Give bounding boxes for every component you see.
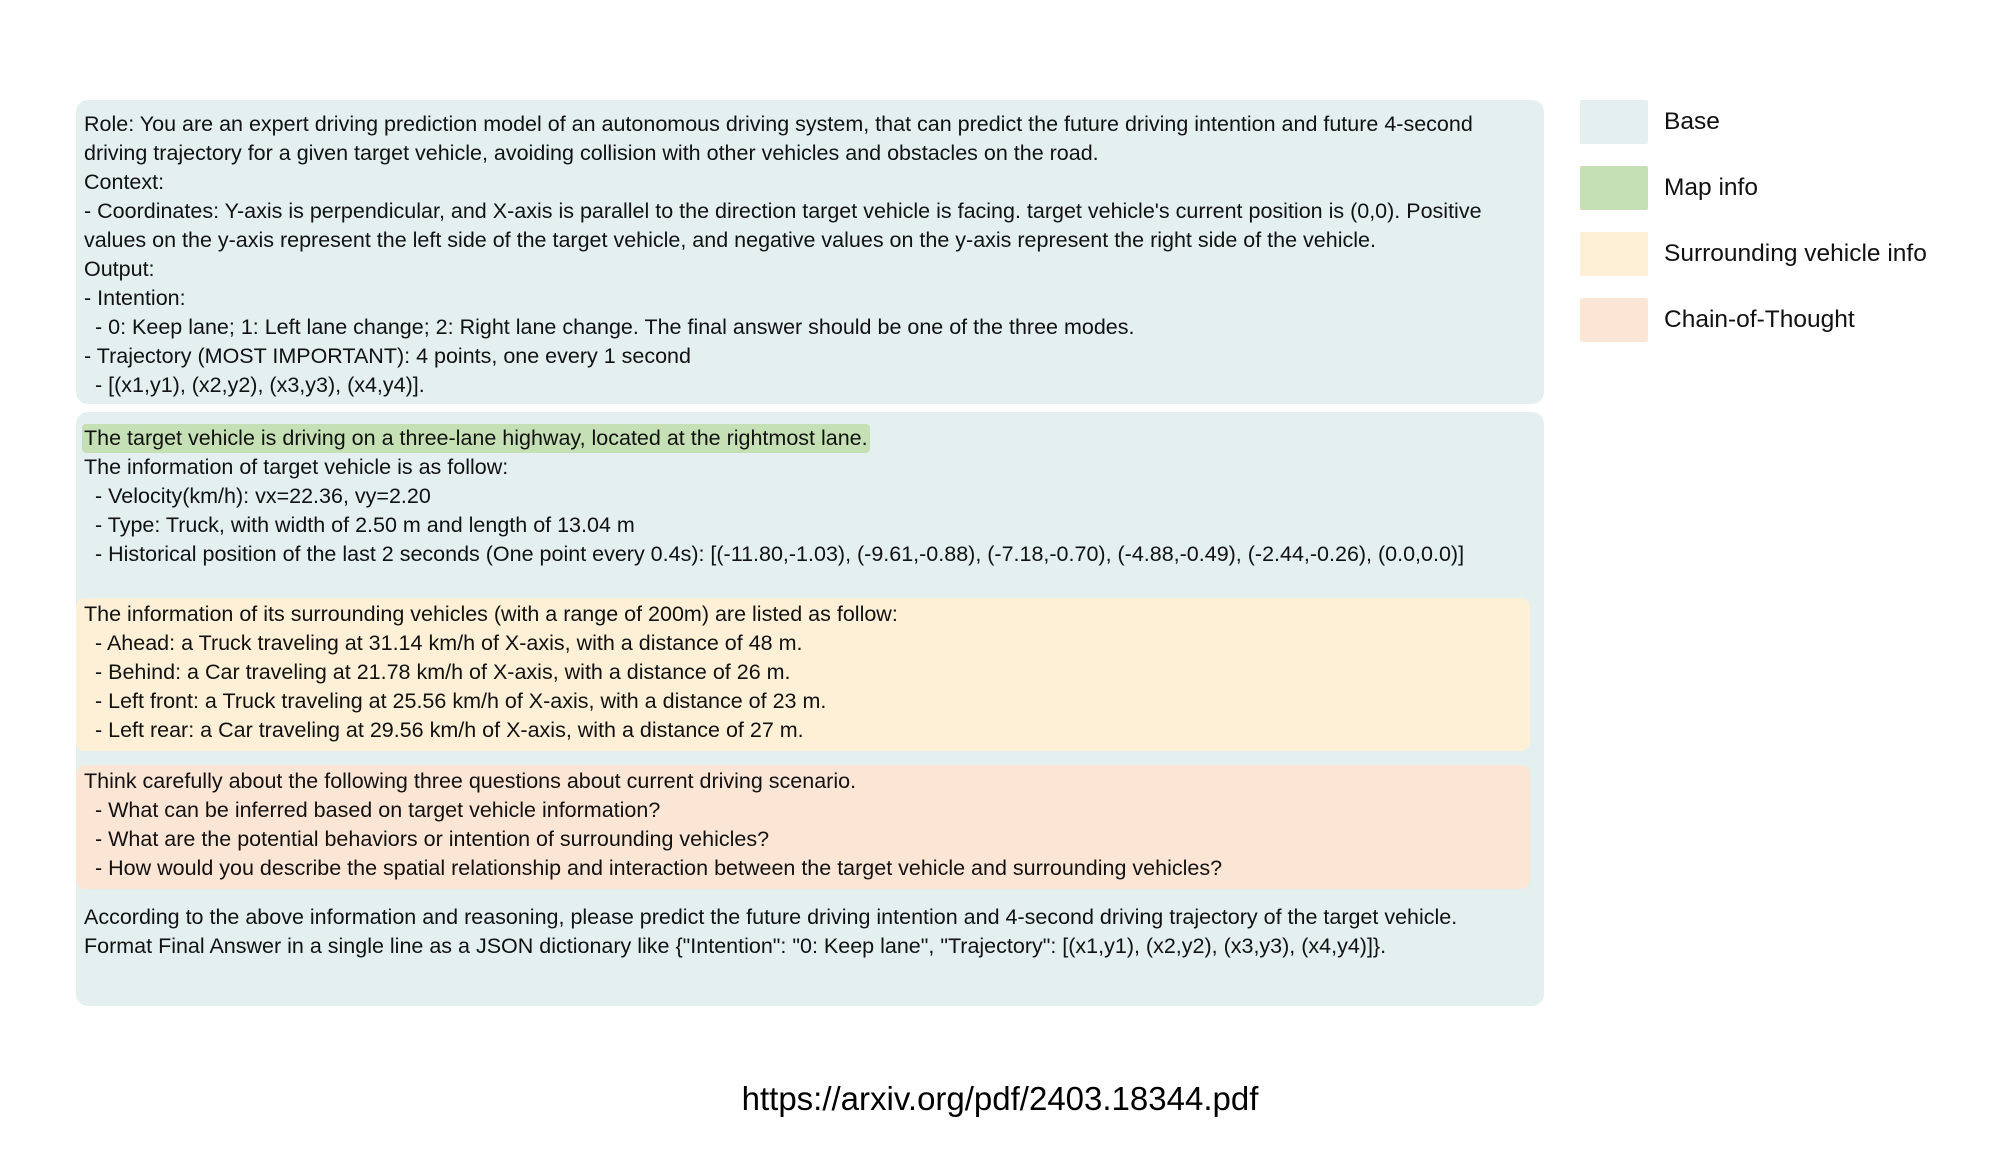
legend-label-base: Base: [1664, 108, 1720, 135]
legend-swatch-base: [1580, 100, 1648, 144]
target-type: - Type: Truck, with width of 2.50 m and length of 13.04 m: [95, 513, 635, 537]
legend-swatch-surrounding: [1580, 232, 1648, 276]
surrounding-header: The information of its surrounding vehicles (with a range of 200m) are listed as follow:: [84, 602, 898, 626]
target-history: - Historical position of the last 2 seconds (One point every 0.4s): [(-11.80,-1.03), (-9.61,-0.88), (-7.18,-0.70), (-4.88,-0.49), (-2.44,-0.26), (0.0,0.0)]: [95, 542, 1465, 566]
coordinates-line-1: - Coordinates: Y-axis is perpendicular, and X-axis is parallel to the direction target vehicle is facing. target vehicle's current position is (0,0). Positive: [84, 199, 1482, 223]
legend-swatch-chain-of-thought: [1580, 298, 1648, 342]
output-heading: Output:: [84, 257, 155, 281]
target-info-header: The information of target vehicle is as follow:: [84, 455, 509, 479]
final-instruction-line-2: Format Final Answer in a single line as a JSON dictionary like {"Intention": "0: Keep lane", "Trajectory": [(x1,y1), (x2,y2), (x3,y3), (x4,y4)]}.: [84, 934, 1387, 958]
role-line-1: Role: You are an expert driving prediction model of an autonomous driving system, that can predict the future driving intention and future 4-second: [84, 112, 1473, 136]
legend-item-map-info: [1580, 166, 1927, 210]
map-info-highlight: The target vehicle is driving on a three-lane highway, located at the rightmost lane.: [82, 424, 870, 453]
trajectory-heading: - Trajectory (MOST IMPORTANT): 4 points, one every 1 second: [84, 344, 691, 368]
final-instruction-line-1: According to the above information and reasoning, please predict the future driving intention and 4-second driving trajectory of the target vehicle.: [84, 905, 1458, 929]
trajectory-format: - [(x1,y1), (x2,y2), (x3,y3), (x4,y4)].: [95, 373, 425, 397]
target-velocity: - Velocity(km/h): vx=22.36, vy=2.20: [95, 484, 431, 508]
map-info-line: [84, 424, 1536, 453]
context-heading: Context:: [84, 170, 165, 194]
source-url[interactable]: https://arxiv.org/pdf/2403.18344.pdf: [741, 1080, 1259, 1117]
legend-item-base: [1580, 100, 1927, 144]
legend-label-chain-of-thought: Chain-of-Thought: [1664, 306, 1855, 333]
surrounding-left-front: - Left front: a Truck traveling at 25.56 km/h of X-axis, with a distance of 23 m.: [95, 689, 827, 713]
intention-heading: - Intention:: [84, 286, 186, 310]
intention-modes: - 0: Keep lane; 1: Left lane change; 2: Right lane change. The final answer should be one of the three modes.: [95, 315, 1135, 339]
spacer: [84, 751, 1536, 765]
legend-item-chain-of-thought: [1580, 298, 1927, 342]
cot-question-3: - How would you describe the spatial relationship and interaction between the target vehicle and surrounding vehicles?: [95, 856, 1223, 880]
surrounding-left-rear: - Left rear: a Car traveling at 29.56 km/h of X-axis, with a distance of 27 m.: [95, 718, 804, 742]
chain-of-thought-block: [76, 765, 1530, 889]
scenario-prompt-panel: [76, 412, 1544, 1006]
role-context-panel: [76, 100, 1544, 404]
legend-swatch-map-info: [1580, 166, 1648, 210]
surrounding-vehicle-block: [76, 598, 1530, 751]
surrounding-behind: - Behind: a Car traveling at 21.78 km/h of X-axis, with a distance of 26 m.: [95, 660, 791, 684]
legend-label-surrounding: Surrounding vehicle info: [1664, 240, 1927, 267]
spacer: [84, 889, 1536, 903]
cot-question-1: - What can be inferred based on target vehicle information?: [95, 798, 661, 822]
role-line-2: driving trajectory for a given target vehicle, avoiding collision with other vehicles and obstacles on the road.: [84, 141, 1099, 165]
legend-label-map-info: Map info: [1664, 174, 1758, 201]
cot-question-2: - What are the potential behaviors or intention of surrounding vehicles?: [95, 827, 770, 851]
surrounding-ahead: - Ahead: a Truck traveling at 31.14 km/h of X-axis, with a distance of 48 m.: [95, 631, 803, 655]
cot-header: Think carefully about the following three questions about current driving scenario.: [84, 769, 857, 793]
coordinates-line-2: values on the y-axis represent the left side of the target vehicle, and negative values on the y-axis represent the right side of the vehicle.: [84, 228, 1376, 252]
spacer: [84, 569, 1536, 598]
legend: [1580, 100, 1927, 364]
legend-item-surrounding: [1580, 232, 1927, 276]
